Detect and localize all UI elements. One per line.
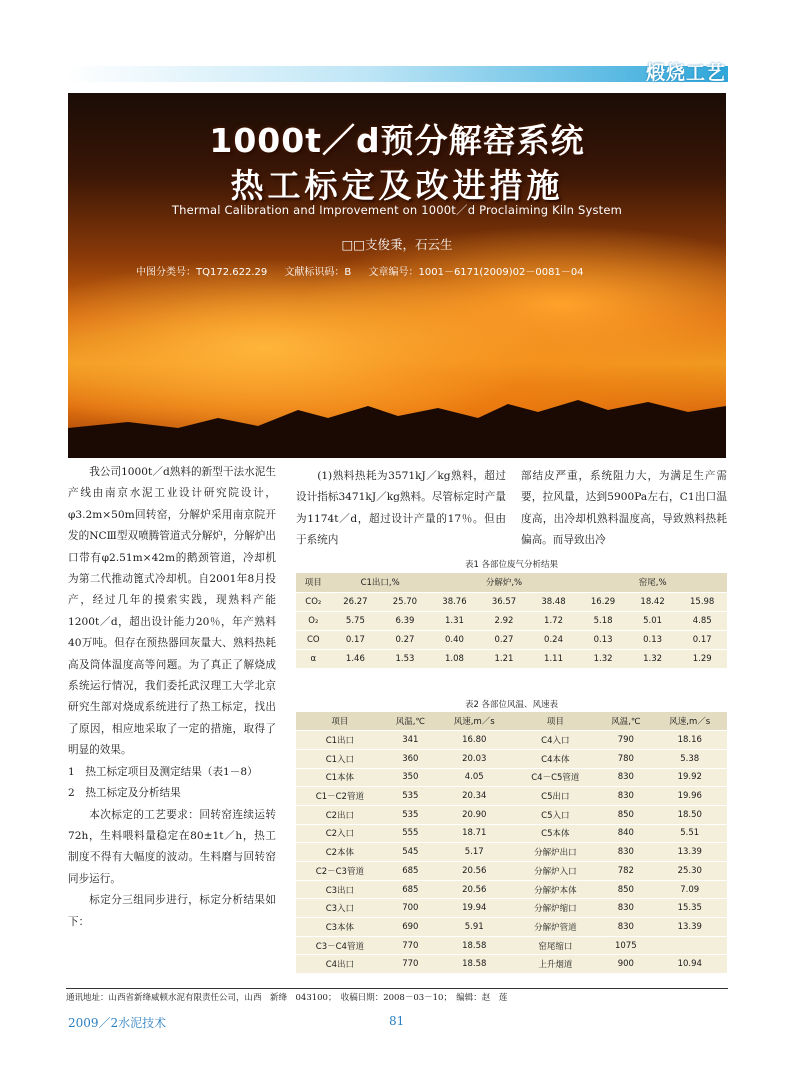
table-row [296,749,727,768]
air-temperature-speed-table [296,712,727,974]
table-cell: C2－C3管道 [315,866,364,877]
table-row [296,611,727,630]
table-cell: 770 [402,959,419,970]
table-cell: C3本体 [325,922,355,933]
footer-divider [66,988,728,989]
page-number: 81 [389,1014,405,1028]
table-cell: 535 [402,809,419,820]
table2-caption: 表2 各部位风温、风速表 [464,700,559,710]
table-row [296,843,727,862]
table-cell: 685 [402,865,419,876]
table-cell: 535 [402,791,419,802]
table-cell: C2出口 [325,810,355,821]
article-title-line1: 1000t／d预分解窑系统 [209,121,585,160]
table-cell: O₂ [308,615,319,626]
section-heading-2: 2 热工标定及分析结果 [68,787,181,800]
table-cell: 780 [617,753,634,764]
table-cell: 555 [402,828,419,839]
table-cell: 5.18 [593,615,613,626]
table-row [296,768,727,787]
table-cell: 770 [402,940,419,951]
table-header: 项目 [296,712,384,731]
table-cell: 685 [402,884,419,895]
table-cell: 分解炉入口 [534,866,577,877]
section-tag: 煅烧工艺 [645,62,726,84]
table-row [296,918,727,937]
table-cell: 700 [402,903,419,914]
table-header: 风速,m／s [437,712,512,731]
section-heading-1: 1 热工标定项目及测定结果（表1－8） [68,765,258,778]
table-row [296,805,727,824]
table-cell: 0.27 [395,634,415,645]
table-cell: 1.32 [643,653,663,664]
table-cell: 545 [402,847,419,858]
table-cell: C4入口 [541,736,570,747]
table-header: 风速,m／s [652,712,727,731]
document-code: 文献标识码：B [284,267,352,278]
table-row [296,955,727,974]
table-cell: 5.75 [345,615,365,626]
article-title-english: Thermal Calibration and Improvement on 1000t／d Proclaiming Kiln System [171,203,623,217]
body-column-middle [296,466,506,552]
table-row [296,731,727,750]
table-cell: C1出口 [325,736,355,747]
table-cell: 38.48 [541,596,566,607]
table-cell: 1.32 [593,653,613,664]
table-cell: C3入口 [325,904,355,915]
table-cell: 16.29 [590,596,616,607]
table-cell: 790 [617,735,634,746]
table-cell: 0.13 [643,634,663,645]
table-row [296,592,727,611]
table-cell: 5.38 [680,753,700,764]
table-cell: 36.57 [491,596,517,607]
table-cell: 1.53 [395,653,415,664]
table-cell: 5.91 [464,921,484,932]
table-cell: 19.92 [677,772,702,783]
table-cell: 360 [402,753,419,764]
heat-consumption-paragraph: (1)熟料热耗为3571kJ／kg熟料，超过设计指标3471kJ／kg熟料。尽管标定时产量为1174t／d，超过设计产量的17％。但由于系统内 [296,470,506,547]
table-cell: α [310,653,317,664]
table-cell: 830 [617,903,634,914]
table-cell: 18.58 [462,959,487,970]
table-cell: CO₂ [305,596,322,607]
table-cell: C5出口 [541,792,570,803]
table-cell: 2.92 [494,615,514,626]
table-cell: C1－C2管道 [315,792,364,803]
table-cell: 1.21 [494,653,514,664]
article-title-line2: 热工标定及改进措施 [230,166,564,205]
table-cell: 1075 [615,940,637,951]
table-cell: 830 [617,772,634,783]
table-cell: 830 [617,847,634,858]
table-cell: 19.94 [462,903,487,914]
table-cell: 窑尾缩口 [538,941,573,952]
table-header: 分解炉,% [430,573,579,592]
table-cell: 0.27 [494,634,514,645]
table-cell: 5.17 [464,847,484,858]
table-cell: 18.58 [462,940,487,951]
table-cell: 0.17 [345,634,365,645]
table-cell: C4出口 [325,960,355,971]
table-cell: 5.51 [680,828,700,839]
table-cell: 1.29 [692,653,712,664]
hero-banner [68,93,726,458]
table-cell: 1.31 [444,615,464,626]
body-column-right [521,466,727,552]
table-cell: 1.08 [444,653,464,664]
table-cell: 782 [617,865,634,876]
table-header: 风温,℃ [599,712,652,731]
table-cell: 20.90 [462,809,487,820]
table-cell: 0.24 [544,634,563,645]
table-row [296,824,727,843]
table-cell: 0.40 [444,634,464,645]
table-cell: C3出口 [325,885,355,896]
table-header: 项目 [296,573,331,592]
table-cell: 341 [402,735,419,746]
article-number: 文章编号：1001－6171(2009)02－0081－04 [368,267,584,278]
table-cell: 900 [617,959,634,970]
table-cell: 7.09 [680,884,700,895]
table-cell: 0.17 [692,634,712,645]
classification-number: 中图分类号：TQ172.622.29 [136,267,268,278]
table-cell: 分解炉缩口 [534,904,577,915]
table-cell: 20.56 [462,865,487,876]
table-cell: 20.34 [462,791,487,802]
table-cell: 20.03 [462,753,487,764]
table-cell: C4本体 [541,754,570,765]
table-cell: 850 [617,809,634,820]
table-cell: 上升烟道 [538,960,573,971]
analysis-intro-paragraph: 标定分三组同步进行，标定分析结果如下： [68,894,276,928]
table-cell: C1入口 [325,754,355,765]
table-cell: C3－C4管道 [315,941,364,952]
table-cell: 350 [402,772,419,783]
table-cell: 840 [617,828,634,839]
table-cell: C1本体 [325,773,355,784]
table-cell: C2入口 [325,829,355,840]
table-cell: 1.11 [544,653,563,664]
heat-consumption-continued: 部结皮严重，系统阻力大，为满足生产需要，拉风量，达到5900Pa左右，C1出口温度高，出冷却机熟料温度高，导致熟料热耗偏高。而导致出冷 [521,470,727,547]
table-cell: C2本体 [325,848,355,859]
table-cell: 830 [617,791,634,802]
correspondence-note: 通讯地址：山西省新绛威顿水泥有限责任公司，山西 新绛 043100； 收稿日期：2008－03－10； 编辑：赵 莲 [66,993,508,1003]
table-cell: 38.76 [442,596,467,607]
table-cell: 19.96 [677,791,702,802]
table-cell: 26.27 [343,596,368,607]
header-band [66,66,728,82]
table-cell: 4.05 [464,772,484,783]
table-cell: 16.80 [462,735,487,746]
table-row [296,630,727,649]
table-cell: CO [306,634,320,645]
table-header: 项目 [511,712,599,731]
table-header: 风温,℃ [384,712,437,731]
intro-paragraph: 我公司1000t／d熟料的新型干法水泥生产线由南京水泥工业设计研究院设计，φ3.2m×50m回转窑，分解炉采用南京院开发的NCⅢ型双喷腾管道式分解炉，分解炉出口带有φ2.51m×42m的鹅颈管道，冷却机为第二代推动篦式冷却机。自2001年8月投产，经过几年的摸索实践，现熟料产能1200t／d，超出设计能力20％，年产熟料40万吨。但存在预热器回灰量大、熟料热耗高及筒体温度高等问题。为了真正了解烧成系统运行情况，我们委托武汉理工大学北京研究生部对烧成系统进行了热工标定，找出了原因，相应地采取了一定的措施，取得了明显的效果。 [68,466,276,757]
table-cell: 830 [617,921,634,932]
table-cell: C5入口 [541,810,570,821]
table-cell: 15.98 [690,596,715,607]
table-row [296,936,727,955]
table-cell: 25.70 [392,596,418,607]
table-row [296,787,727,806]
table-cell: 0.13 [593,634,613,645]
table-header: 窑尾,% [578,573,727,592]
table-cell: 18.42 [640,596,665,607]
kiln-silhouette [68,388,726,458]
table-cell: 13.39 [677,921,702,932]
table-cell: 18.50 [677,809,702,820]
table-cell: 分解炉出口 [534,848,577,859]
table-cell: 15.35 [677,903,702,914]
authors: □□支俊秉，石云生 [341,237,453,252]
exhaust-gas-table [296,573,727,669]
table-cell: 13.39 [677,847,702,858]
table-cell: 850 [617,884,634,895]
table-cell: 18.16 [677,735,702,746]
table-cell: 4.85 [692,615,712,626]
table-cell: 18.71 [462,828,487,839]
table-cell: 690 [402,921,419,932]
table-cell: 分解炉本体 [534,885,577,896]
table-cell: 分解炉管道 [534,922,577,933]
table1-caption: 表1 各部位废气分析结果 [464,560,559,570]
journal-issue: 2009／2水泥技术 [68,1016,167,1030]
table-cell: C5本体 [541,829,570,840]
table-cell: 1.72 [544,615,563,626]
table-row [296,862,727,881]
table-cell: 5.01 [643,615,663,626]
table-header: C1出口,% [331,573,430,592]
table-row [296,899,727,918]
table-cell: 6.39 [395,615,415,626]
table-cell: 1.46 [345,653,365,664]
table-cell: 25.30 [677,865,702,876]
table-cell [652,936,727,955]
table-row [296,649,727,668]
classification-line [136,263,696,278]
process-paragraph: 本次标定的工艺要求：回转窑连续运转72h，生料喂料量稳定在80±1t／h，热工制度不得有大幅度的波动。生料磨与回转窑同步运行。 [68,808,276,885]
body-column-left [68,462,276,933]
table-cell: 10.94 [677,959,702,970]
table-row [296,880,727,899]
table-cell: 20.56 [462,884,487,895]
table-cell: C4－C5管道 [531,773,580,784]
